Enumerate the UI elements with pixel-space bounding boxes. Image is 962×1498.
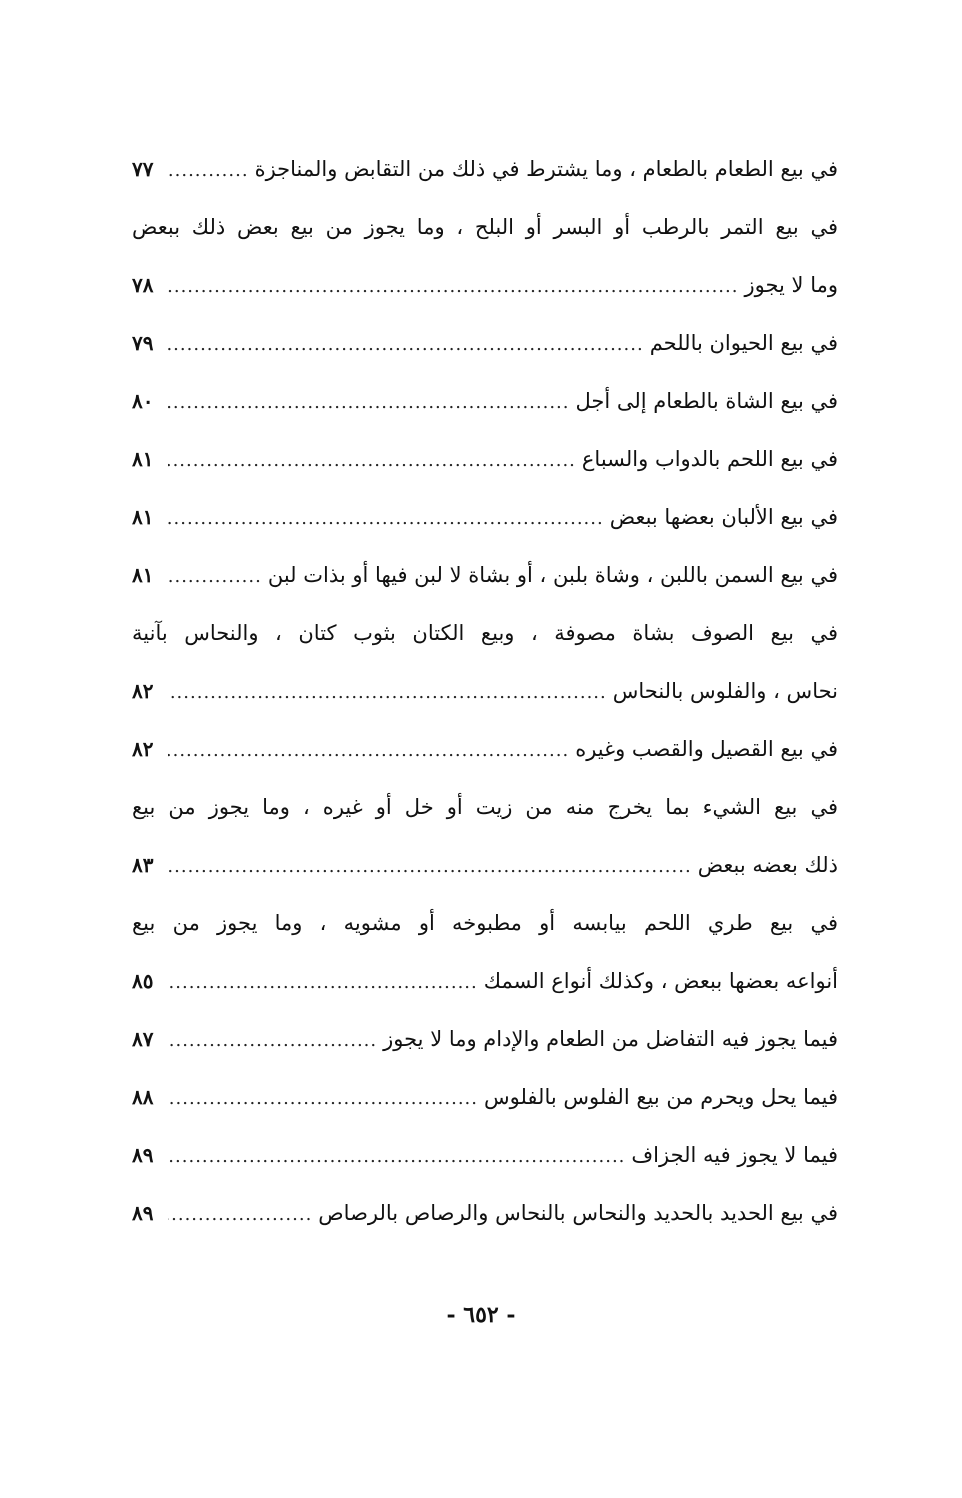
- toc-entry-title: في بيع الحديد بالحديد والنحاس بالنحاس والرصاص بالرصاص: [318, 1201, 838, 1225]
- toc-entry-line-last: [132, 836, 838, 894]
- dot-leader: [168, 1012, 377, 1070]
- toc-entry: [132, 604, 838, 720]
- toc-entry-title: أنواعه بعضها ببعض ، وكذلك أنواع السمك: [483, 969, 838, 993]
- toc-entry-line-last: [132, 430, 838, 488]
- dot-leader: [168, 142, 249, 200]
- dot-leader: [168, 838, 692, 896]
- toc-entry: [132, 140, 838, 198]
- toc-entry-page: ٨١: [132, 563, 154, 587]
- toc-entry-line-last: [132, 256, 838, 314]
- toc-entry: [132, 488, 838, 546]
- toc-entry-line-last: [132, 372, 838, 430]
- toc-entry-page: ٨٥: [132, 969, 154, 993]
- toc-entry: [132, 778, 838, 894]
- dot-leader: [168, 1070, 478, 1128]
- toc-entry-line-last: [132, 546, 838, 604]
- toc-entry-page: ٧٧: [132, 157, 154, 181]
- toc-entry-page: ٨٠: [132, 389, 154, 413]
- toc-entry-line-last: [132, 662, 838, 720]
- toc-entry: [132, 372, 838, 430]
- toc-entry-page: ٨٩: [132, 1201, 154, 1225]
- toc-entry-title: نحاس ، والفلوس بالنحاس: [612, 679, 838, 703]
- toc-entry-page: ٧٩: [132, 331, 154, 355]
- toc-entry: [132, 546, 838, 604]
- dot-leader: [168, 664, 607, 722]
- dot-leader: [168, 316, 644, 374]
- toc-entry: [132, 1126, 838, 1184]
- toc-entry-title: في بيع الصوف بشاة مصوفة ، وبيع الكتان بثوب كتان ، والنحاس بآنية: [132, 621, 838, 645]
- toc-entry-line: [132, 604, 838, 662]
- toc-entry: [132, 1184, 838, 1242]
- toc-entry-page: ٨٩: [132, 1143, 154, 1167]
- toc-entry-title: في بيع الطعام بالطعام ، وما يشترط في ذلك من التقابض والمناجزة: [254, 157, 838, 181]
- toc-entry-line-last: [132, 314, 838, 372]
- dot-leader: [168, 374, 570, 432]
- toc-entry-page: ٨٨: [132, 1085, 154, 1109]
- toc-entry-line-last: [132, 1184, 838, 1242]
- toc-entry-line-last: [132, 1010, 838, 1068]
- toc-entry-page: ٧٨: [132, 273, 154, 297]
- toc-entry-page: ٨١: [132, 447, 154, 471]
- toc-entry: [132, 430, 838, 488]
- toc-entry-title: في بيع طري اللحم بيابسه أو مطبوخه أو مشويه ، وما يجوز من بيع: [132, 911, 838, 935]
- dot-leader: [168, 548, 262, 606]
- toc-entry-title: في بيع القصيل والقصب وغيره: [575, 737, 838, 761]
- toc-entry-title: في بيع الشاة بالطعام إلى أجل: [575, 389, 838, 413]
- toc-entry: [132, 894, 838, 1010]
- toc-entry-title: ذلك بعضه ببعض: [697, 853, 838, 877]
- toc-entry-line-last: [132, 1068, 838, 1126]
- toc-entry-page: ٨٣: [132, 853, 154, 877]
- toc-entry-line: [132, 894, 838, 952]
- toc-entry-line-last: [132, 1126, 838, 1184]
- dot-leader: [168, 1128, 625, 1186]
- toc-entry-title: وما لا يجوز: [744, 273, 838, 297]
- toc-entry-title: فيما يحل ويحرم من بيع الفلوس بالفلوس: [484, 1085, 838, 1109]
- page-number: - ٦٥٢ -: [446, 1302, 516, 1328]
- toc-entry-title: في بيع الألبان بعضها ببعض: [609, 505, 838, 529]
- toc-entry-title: في بيع الحيوان باللحم: [649, 331, 838, 355]
- toc-entry-line-last: [132, 488, 838, 546]
- toc-entry: [132, 1068, 838, 1126]
- table-of-contents: [132, 140, 838, 1242]
- toc-entry-title: في بيع السمن باللبن ، وشاة بلبن ، أو بشاة لا لبن فيها أو بذات لبن: [267, 563, 838, 587]
- toc-entry-page: ٨٢: [132, 679, 154, 703]
- toc-entry-title: في بيع اللحم بالدواب والسباع: [581, 447, 838, 471]
- toc-entry-title: فيما يجوز فيه التفاضل من الطعام والإدام وما لا يجوز: [383, 1027, 838, 1051]
- toc-entry: [132, 1010, 838, 1068]
- toc-entry-page: ٨١: [132, 505, 154, 529]
- toc-entry: [132, 720, 838, 778]
- toc-entry-line: [132, 778, 838, 836]
- toc-entry-line-last: [132, 720, 838, 778]
- dot-leader: [168, 954, 478, 1012]
- toc-entry-page: ٨٢: [132, 737, 154, 761]
- toc-entry-page: ٨٧: [132, 1027, 154, 1051]
- toc-entry-line-last: [132, 140, 838, 198]
- toc-entry-title: في بيع التمر بالرطب أو البسر أو البلح ، وما يجوز من بيع بعض ذلك ببعض: [132, 215, 838, 239]
- dot-leader: [168, 722, 569, 780]
- dot-leader: [168, 258, 738, 316]
- toc-entry-line-last: [132, 952, 838, 1010]
- toc-entry: [132, 314, 838, 372]
- toc-entry: [132, 198, 838, 314]
- toc-entry-title: فيما لا يجوز فيه الجزاف: [631, 1143, 838, 1167]
- dot-leader: [168, 1186, 312, 1244]
- toc-entry-title: في بيع الشيء بما يخرج منه من زيت أو خل أو غيره ، وما يجوز من بيع: [132, 795, 838, 819]
- toc-entry-line: [132, 198, 838, 256]
- dot-leader: [168, 432, 576, 490]
- dot-leader: [168, 490, 604, 548]
